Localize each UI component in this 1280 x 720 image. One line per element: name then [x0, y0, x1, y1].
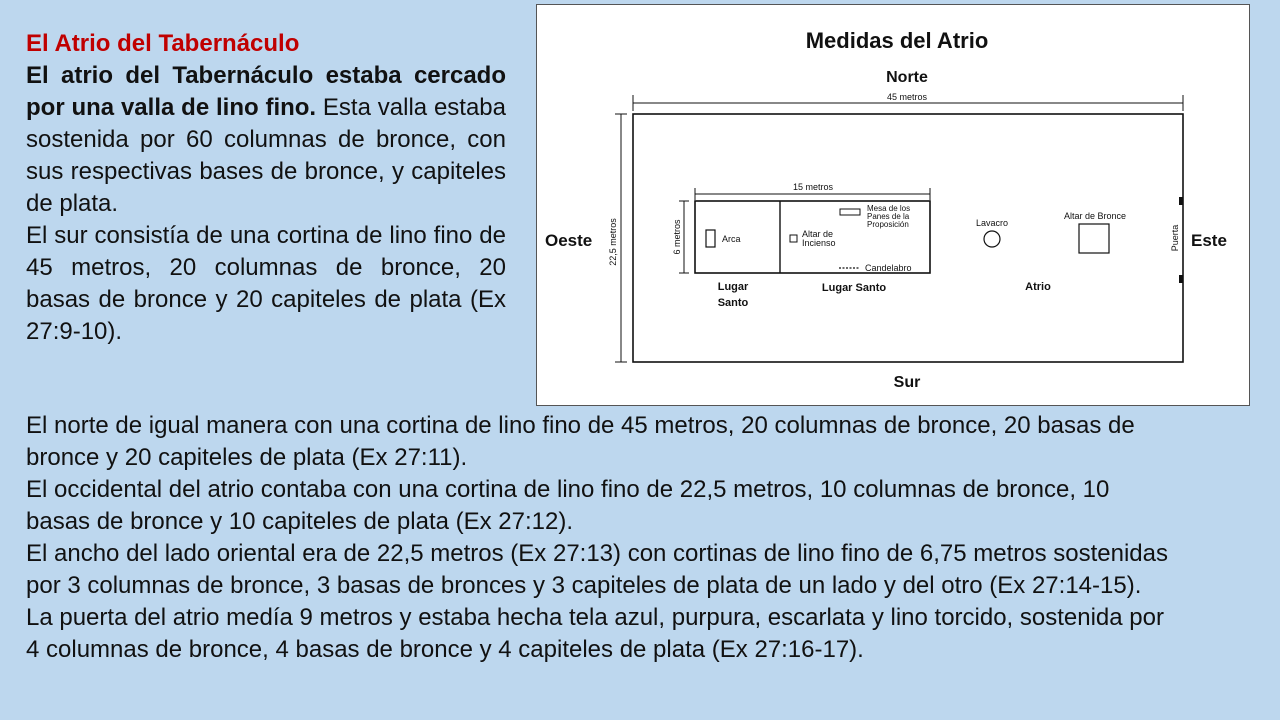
- sanctuary-length-label: 15 metros: [792, 182, 834, 192]
- details-text-block: [26, 410, 1176, 666]
- sanctuary-width-label: 6 metros: [672, 219, 682, 255]
- south-paragraph: El sur consistía de una cortina de lino fino de 45 metros, 20 columnas de bronce, 20 basas de bronce y 20 capiteles de plata (Ex 27:9-10).: [26, 222, 506, 345]
- west-paragraph: El occidental del atrio contaba con una cortina de lino fino de 22,5 metros, 10 columnas de bronce, 10 basas de bronce y 10 capiteles de plata (Ex 27:12).: [26, 476, 1110, 535]
- intro-text-block: [26, 28, 506, 348]
- showbread-table-label-3: Proposición: [867, 220, 909, 229]
- incense-altar-label-2: Incienso: [802, 238, 836, 248]
- intro-lead-bold: El atrio del Tabernáculo estaba cercado por una valla de lino fino.: [26, 62, 506, 121]
- intro-paragraph: [26, 60, 506, 220]
- west-label: Oeste: [545, 231, 593, 250]
- east-paragraph: El ancho del lado oriental era de 22,5 metros (Ex 27:13) con cortinas de lino fino de 6,75 metros sostenidas por 3 columnas de bronce, 3 basas de bronces y 3 capiteles de plata de un lado y del otro (Ex 27:14-15).: [26, 540, 1169, 599]
- holy-place-label: Lugar Santo: [821, 282, 887, 294]
- laver-icon: [984, 231, 1000, 247]
- width-dimension-label: 22,5 metros: [608, 218, 618, 266]
- holy-of-holies-label-2: Santo: [717, 297, 749, 309]
- north-paragraph: El norte de igual manera con una cortina de lino fino de 45 metros, 20 columnas de bronce, 20 basas de bronce y 20 capiteles de plata (Ex 27:11).: [26, 412, 1135, 471]
- gate-label: Puerta: [1170, 224, 1180, 252]
- court-diagram-svg: [537, 5, 1249, 405]
- length-dimension-label: 45 metros: [886, 92, 928, 102]
- diagram-title: Medidas del Atrio: [805, 28, 989, 53]
- showbread-table-label-1: Mesa de los: [867, 204, 911, 213]
- east-label: Este: [1191, 231, 1227, 250]
- holy-of-holies-label-1: Lugar: [717, 281, 749, 293]
- bronze-altar-label: Altar de Bronce: [1063, 211, 1127, 221]
- candlestick-label: Candelabro: [865, 263, 912, 273]
- intro-lead-rest: Esta valla estaba sostenida por 60 columnas de bronce, con sus respectivas bases de bronce, y capiteles de plata.: [26, 94, 506, 217]
- gate-paragraph: La puerta del atrio medía 9 metros y estaba hecha tela azul, purpura, escarlata y lino torcido, sostenida por 4 columnas de bronce, 4 basas de bronce y 4 capiteles de plata (Ex 27:16-17).: [26, 604, 1164, 663]
- page-title: El Atrio del Tabernáculo: [26, 30, 300, 57]
- showbread-table-icon: [840, 209, 860, 215]
- ark-label: Arca: [722, 234, 741, 244]
- north-label: Norte: [886, 69, 928, 86]
- incense-altar-icon: [790, 235, 797, 242]
- ark-icon: [706, 230, 715, 247]
- court-diagram: [536, 4, 1250, 406]
- incense-altar-label-1: Altar de: [802, 229, 834, 239]
- showbread-table-label-2: Panes de la: [867, 212, 910, 221]
- laver-label: Lavacro: [975, 218, 1009, 228]
- bronze-altar-icon: [1079, 224, 1109, 253]
- court-label: Atrio: [1025, 281, 1051, 293]
- south-label: Sur: [893, 374, 921, 391]
